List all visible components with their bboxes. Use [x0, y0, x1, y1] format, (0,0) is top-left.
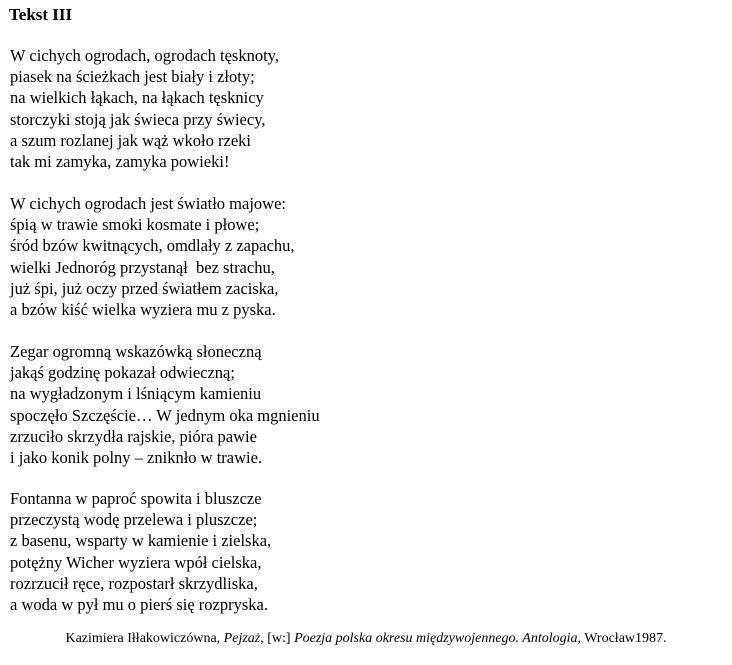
poem-line: wielki Jednoróg przystanął bez strachu, — [10, 257, 275, 277]
citation-separator: , [w:] — [260, 631, 295, 646]
poem-line: a bzów kiść wielka wyziera mu z pyska. — [10, 300, 276, 320]
poem-line: przeczystą wodę przelewa i pluszcze; — [10, 510, 258, 530]
poem-line: zrzuciło skrzydła rajskie, pióra pawie — [10, 426, 257, 446]
stanza-1 — [10, 45, 279, 172]
stanza-2 — [10, 193, 295, 320]
poem-line: rozrzucił ręce, rozpostarł skrzydliska, — [10, 573, 258, 593]
citation-author: Kazimiera Iłłakowiczówna, — [65, 631, 224, 646]
poem-line: a woda w pył mu o pierś się rozpryska. — [10, 595, 268, 615]
citation-anthology-title: Poezja polska okresu międzywojennego. Antologia — [294, 631, 578, 646]
text-title: Tekst III — [9, 5, 73, 24]
citation-publisher: , Wrocław1987. — [577, 631, 667, 646]
poem-line: spoczęło Szczęście… W jednym oka mgnieniu — [10, 405, 320, 425]
citation-work-title: Pejzaż — [223, 631, 261, 646]
poem-line: piasek na ścieżkach jest biały i złoty; — [10, 67, 255, 87]
poem-line: potężny Wicher wyziera wpół cielska, — [10, 552, 262, 572]
poem-line: na wielkich łąkach, na łąkach tęsknicy — [10, 88, 264, 108]
stanza-3 — [10, 341, 320, 468]
poem-line: jakąś godzinę pokazał odwieczną; — [10, 363, 235, 383]
poem-line: a szum rozlanej jak wąż wkoło rzeki — [10, 130, 251, 150]
poem-line: tak mi zamyka, zamyka powieki! — [10, 152, 230, 172]
poem-line: i jako konik polny – zniknło w trawie. — [10, 448, 263, 468]
poem-line: Zegar ogromną wskazówką słoneczną — [10, 342, 262, 361]
poem-line: na wygładzonym i lśniącym kamieniu — [10, 384, 262, 404]
poem-line: Fontanna w paproć spowita i bluszcze — [10, 489, 262, 508]
poem-line: już śpi, już oczy przed światłem zaciska, — [10, 278, 279, 298]
stanza-4 — [10, 488, 271, 615]
source-citation — [0, 630, 732, 648]
poem-line: z basenu, wsparty w kamienie i zielska, — [10, 531, 272, 551]
poem-line: śród bzów kwitnących, omdlały z zapachu, — [10, 236, 295, 256]
poem-line: W cichych ogrodach, ogrodach tęsknoty, — [10, 46, 279, 65]
poem-line: storczyki stoją jak świeca przy świecy, — [10, 109, 266, 129]
poem-line: śpią w trawie smoki kosmate i płowe; — [10, 215, 260, 235]
poem-line: W cichych ogrodach jest światło majowe: — [10, 194, 286, 213]
